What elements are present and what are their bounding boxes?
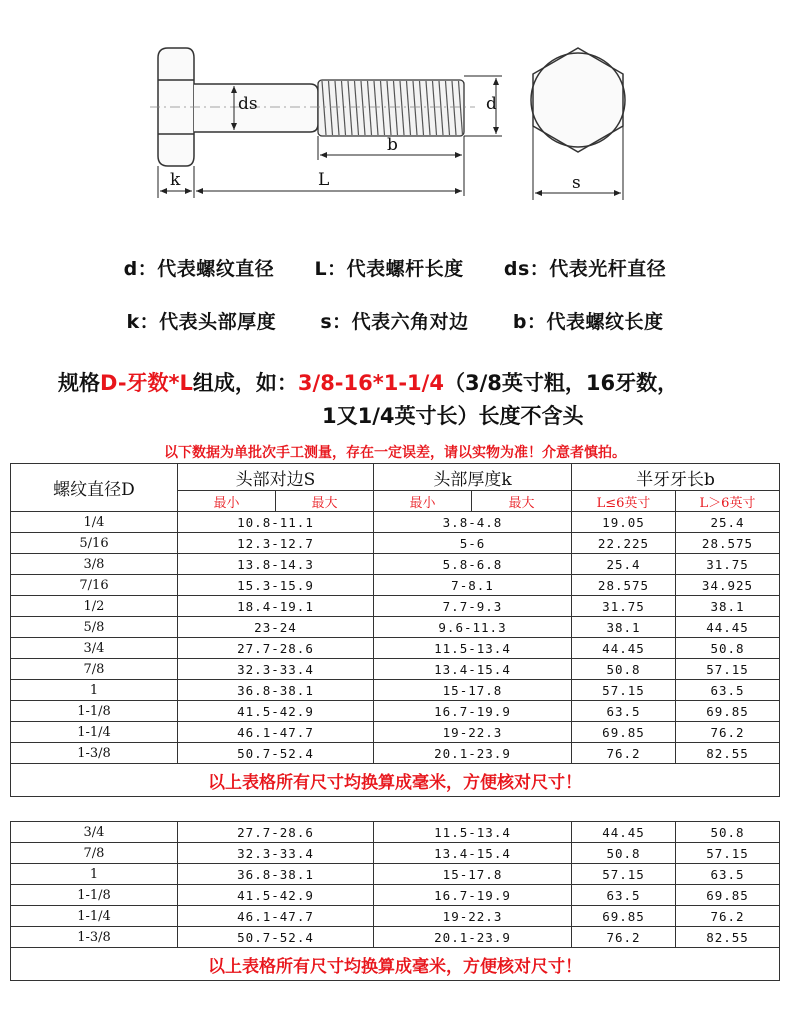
- cell-thread-short: 28.575: [572, 575, 676, 596]
- cell-diameter: 1/4: [11, 512, 178, 533]
- cell-diameter: 1/2: [11, 596, 178, 617]
- spec-format: D-牙数*L: [100, 371, 193, 395]
- cell-thread-long: 25.4: [676, 512, 780, 533]
- subheader-k-min: 最小: [374, 491, 472, 512]
- cell-head-thickness: 19-22.3: [374, 722, 572, 743]
- dim-b-label: b: [387, 135, 398, 155]
- cell-head-width: 23-24: [178, 617, 374, 638]
- cell-thread-short: 57.15: [572, 680, 676, 701]
- cell-head-thickness: 16.7-19.9: [374, 885, 572, 906]
- col-diameter-header: 螺纹直径D: [11, 464, 178, 512]
- cell-diameter: 1-1/8: [11, 701, 178, 722]
- cell-thread-short: 50.8: [572, 659, 676, 680]
- cell-thread-long: 69.85: [676, 701, 780, 722]
- cell-thread-short: 19.05: [572, 512, 676, 533]
- cell-head-width: 10.8-11.1: [178, 512, 374, 533]
- table-row: [11, 843, 780, 864]
- cell-head-width: 41.5-42.9: [178, 885, 374, 906]
- table-row: [11, 575, 780, 596]
- cell-thread-long: 28.575: [676, 533, 780, 554]
- subheader-k-max: 最大: [472, 491, 572, 512]
- cell-head-thickness: 13.4-15.4: [374, 659, 572, 680]
- table-row: [11, 512, 780, 533]
- cell-thread-long: 34.925: [676, 575, 780, 596]
- cell-thread-long: 82.55: [676, 743, 780, 764]
- cell-thread-long: 44.45: [676, 617, 780, 638]
- cell-diameter: 7/8: [11, 843, 178, 864]
- cell-thread-short: 38.1: [572, 617, 676, 638]
- cell-diameter: 1-1/4: [11, 722, 178, 743]
- cell-diameter: 1-1/4: [11, 906, 178, 927]
- cell-head-thickness: 11.5-13.4: [374, 638, 572, 659]
- legend-s: s：代表六角对边: [320, 311, 469, 333]
- table-footer-note: 以上表格所有尺寸均换算成毫米，方便核对尺寸！: [11, 764, 780, 797]
- cell-head-width: 50.7-52.4: [178, 927, 374, 948]
- cell-thread-long: 57.15: [676, 659, 780, 680]
- cell-thread-long: 50.8: [676, 638, 780, 659]
- cell-head-width: 15.3-15.9: [178, 575, 374, 596]
- cell-head-thickness: 7-8.1: [374, 575, 572, 596]
- legend-line-2: [0, 307, 790, 334]
- table-row: [11, 743, 780, 764]
- subheader-s-max: 最大: [276, 491, 374, 512]
- cell-thread-short: 22.225: [572, 533, 676, 554]
- table-footer-row: [11, 764, 780, 797]
- dim-ds-label: ds: [238, 94, 258, 114]
- cell-thread-long: 31.75: [676, 554, 780, 575]
- table-row: [11, 533, 780, 554]
- dim-L-label: L: [318, 170, 330, 190]
- spec-explain-1: （3/8英寸粗，16牙数，: [443, 371, 679, 395]
- measurement-note: 以下数据为单批次手工测量，存在一定误差，请以实物为准！介意者慎拍。: [164, 445, 626, 461]
- table-row: [11, 822, 780, 843]
- cell-diameter: 5/16: [11, 533, 178, 554]
- cell-head-width: 27.7-28.6: [178, 638, 374, 659]
- cell-head-width: 36.8-38.1: [178, 680, 374, 701]
- spec-example: 3/8-16*1-1/4: [297, 371, 444, 395]
- table-row: [11, 596, 780, 617]
- cell-thread-short: 44.45: [572, 638, 676, 659]
- table-row: [11, 885, 780, 906]
- cell-head-width: 50.7-52.4: [178, 743, 374, 764]
- cell-head-thickness: 20.1-23.9: [374, 927, 572, 948]
- table-row: [11, 554, 780, 575]
- cell-head-thickness: 7.7-9.3: [374, 596, 572, 617]
- cell-head-width: 46.1-47.7: [178, 722, 374, 743]
- cell-diameter: 1-3/8: [11, 927, 178, 948]
- spec-prefix: 规格: [58, 371, 100, 395]
- cell-head-width: 41.5-42.9: [178, 701, 374, 722]
- dim-s-label: s: [572, 173, 581, 193]
- cell-thread-short: 57.15: [572, 864, 676, 885]
- cell-diameter: 7/16: [11, 575, 178, 596]
- cell-thread-long: 57.15: [676, 843, 780, 864]
- subheader-b-long: L＞6英寸: [676, 491, 780, 512]
- cell-head-width: 32.3-33.4: [178, 659, 374, 680]
- cell-thread-short: 44.45: [572, 822, 676, 843]
- cell-thread-short: 76.2: [572, 927, 676, 948]
- cell-head-thickness: 9.6-11.3: [374, 617, 572, 638]
- cell-thread-short: 25.4: [572, 554, 676, 575]
- spec-mid: 组成，如：: [192, 371, 298, 395]
- table-header-row: [11, 464, 780, 491]
- cell-head-thickness: 20.1-23.9: [374, 743, 572, 764]
- table-row: [11, 680, 780, 701]
- table-row: [11, 617, 780, 638]
- cell-thread-short: 63.5: [572, 885, 676, 906]
- legend-k: k：代表头部厚度: [126, 311, 277, 333]
- cell-diameter: 1-3/8: [11, 743, 178, 764]
- cell-diameter: 3/4: [11, 822, 178, 843]
- cell-thread-long: 76.2: [676, 906, 780, 927]
- bolt-drawing: [0, 0, 790, 215]
- dim-d-label: d: [486, 94, 497, 114]
- cell-thread-long: 38.1: [676, 596, 780, 617]
- cell-head-thickness: 5-6: [374, 533, 572, 554]
- col-head-thickness-header: 头部厚度k: [374, 464, 572, 491]
- cell-thread-long: 82.55: [676, 927, 780, 948]
- bolt-thread: [318, 80, 464, 136]
- dim-k-label: k: [170, 170, 181, 190]
- table-row: [11, 864, 780, 885]
- cell-thread-short: 50.8: [572, 843, 676, 864]
- table-row: [11, 906, 780, 927]
- cell-thread-short: 31.75: [572, 596, 676, 617]
- cell-diameter: 3/8: [11, 554, 178, 575]
- cell-thread-long: 50.8: [676, 822, 780, 843]
- cell-diameter: 1-1/8: [11, 885, 178, 906]
- cell-thread-short: 76.2: [572, 743, 676, 764]
- cell-head-width: 18.4-19.1: [178, 596, 374, 617]
- cell-thread-long: 76.2: [676, 722, 780, 743]
- cell-head-thickness: 3.8-4.8: [374, 512, 572, 533]
- cell-diameter: 5/8: [11, 617, 178, 638]
- table-row: [11, 701, 780, 722]
- legend-line-1: [0, 254, 790, 281]
- bolt-drawing-svg: [0, 0, 790, 215]
- cell-head-thickness: 5.8-6.8: [374, 554, 572, 575]
- subheader-s-min: 最小: [178, 491, 276, 512]
- table-footer-note: 以上表格所有尺寸均换算成毫米，方便核对尺寸！: [11, 948, 780, 981]
- cell-head-width: 12.3-12.7: [178, 533, 374, 554]
- bolt-hex-end-view: [531, 48, 625, 152]
- cell-diameter: 1: [11, 680, 178, 701]
- col-thread-length-header: 半牙牙长b: [572, 464, 780, 491]
- cell-head-thickness: 13.4-15.4: [374, 843, 572, 864]
- table-footer-row: [11, 948, 780, 981]
- spec-explain-2: 1又1/4英寸长）长度不含头: [322, 404, 584, 428]
- cell-thread-short: 69.85: [572, 906, 676, 927]
- table-row: [11, 638, 780, 659]
- legend-ds: ds：代表光杆直径: [503, 258, 667, 280]
- table-row: [11, 927, 780, 948]
- legend-d: d：代表螺纹直径: [123, 258, 275, 280]
- cell-head-width: 13.8-14.3: [178, 554, 374, 575]
- cell-head-thickness: 16.7-19.9: [374, 701, 572, 722]
- cell-thread-long: 63.5: [676, 864, 780, 885]
- cell-diameter: 1: [11, 864, 178, 885]
- cell-head-thickness: 11.5-13.4: [374, 822, 572, 843]
- cell-head-width: 27.7-28.6: [178, 822, 374, 843]
- cell-head-width: 32.3-33.4: [178, 843, 374, 864]
- cell-head-thickness: 19-22.3: [374, 906, 572, 927]
- cell-diameter: 3/4: [11, 638, 178, 659]
- cell-thread-long: 63.5: [676, 680, 780, 701]
- cell-head-thickness: 15-17.8: [374, 864, 572, 885]
- cell-thread-long: 69.85: [676, 885, 780, 906]
- cell-diameter: 7/8: [11, 659, 178, 680]
- legend-L: L：代表螺杆长度: [314, 258, 464, 280]
- subheader-b-short: L≤6英寸: [572, 491, 676, 512]
- col-head-width-header: 头部对边S: [178, 464, 374, 491]
- cell-head-width: 36.8-38.1: [178, 864, 374, 885]
- legend-b: b：代表螺纹长度: [512, 311, 664, 333]
- table-row: [11, 722, 780, 743]
- table-row: [11, 659, 780, 680]
- cell-head-thickness: 15-17.8: [374, 680, 572, 701]
- cell-thread-short: 63.5: [572, 701, 676, 722]
- cell-head-width: 46.1-47.7: [178, 906, 374, 927]
- spec-table-2: [10, 821, 780, 981]
- spec-line-1: [58, 367, 678, 397]
- spec-table: [10, 463, 780, 797]
- cell-thread-short: 69.85: [572, 722, 676, 743]
